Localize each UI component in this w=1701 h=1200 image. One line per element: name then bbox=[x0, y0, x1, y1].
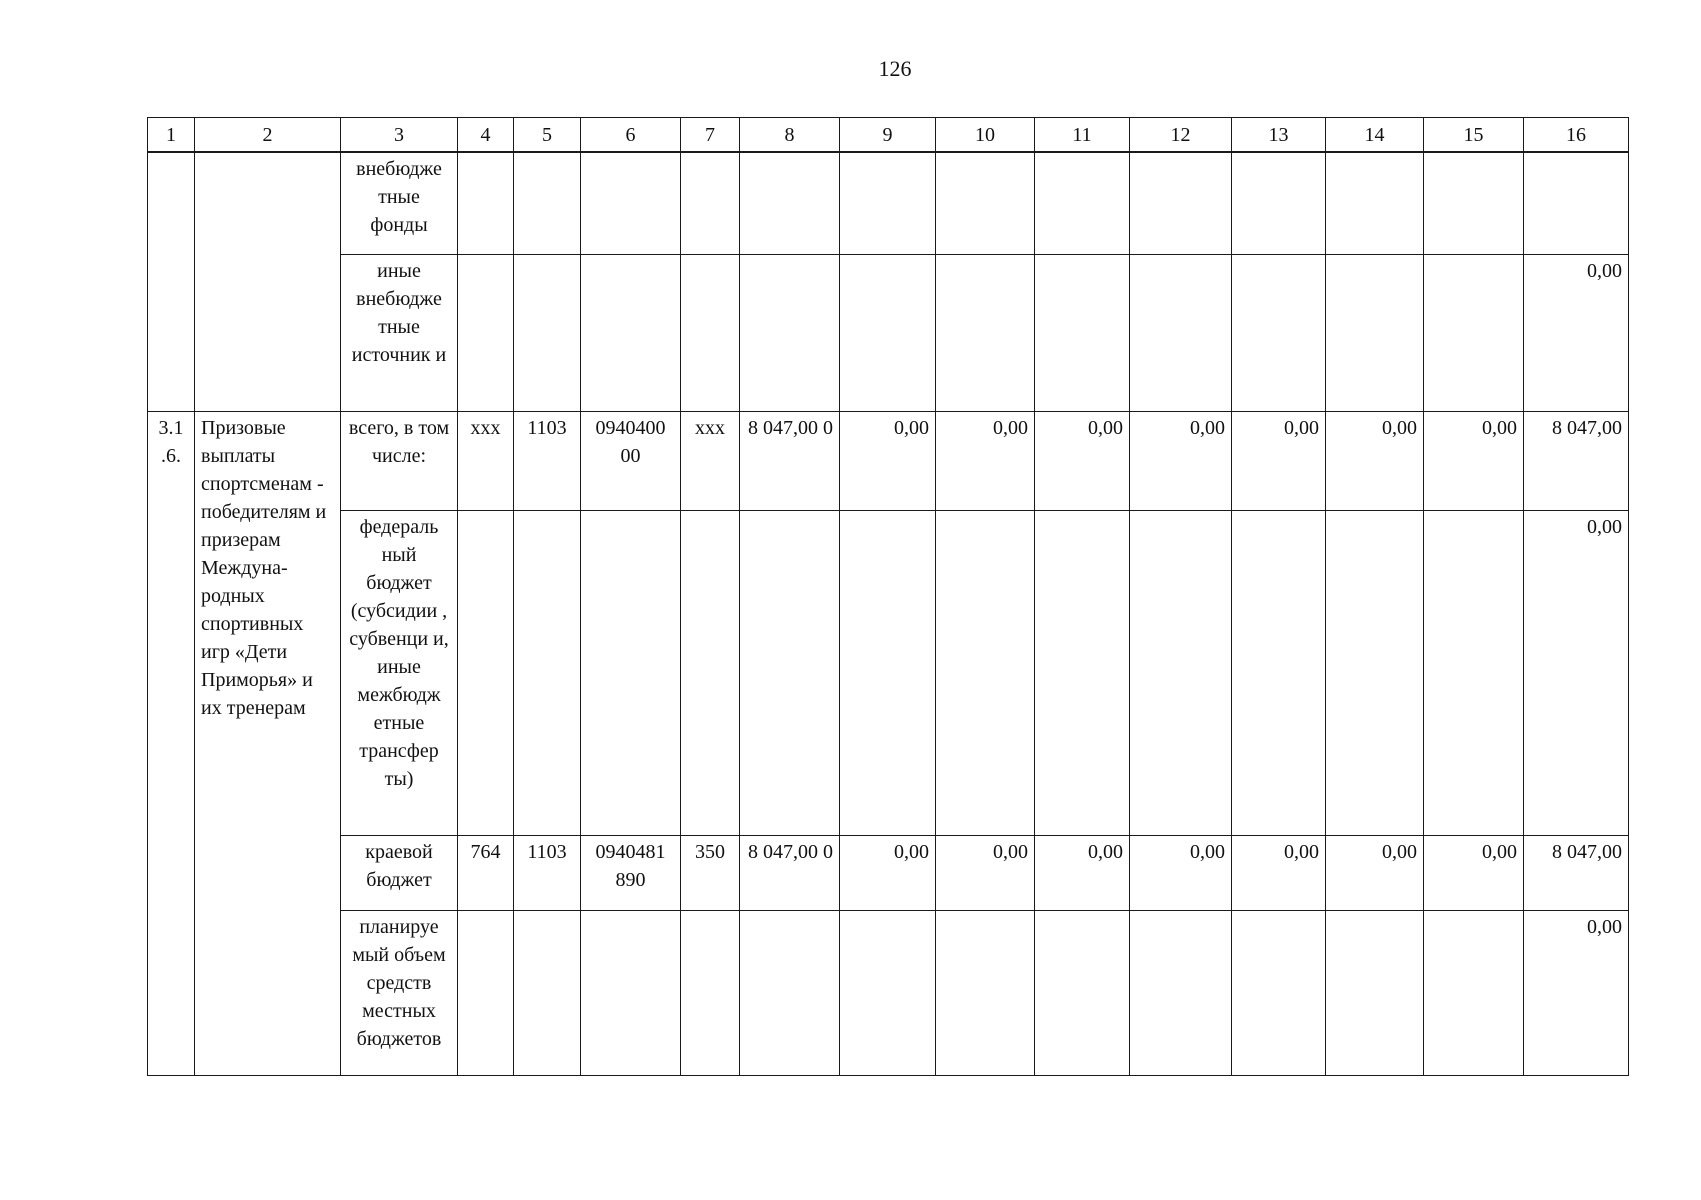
amount-cell: 0,00 bbox=[936, 412, 1035, 511]
column-header: 2 bbox=[195, 118, 341, 153]
code-cell: ххх bbox=[681, 412, 740, 511]
amount-cell: 0,00 bbox=[840, 836, 936, 911]
code-cell: 1103 bbox=[514, 836, 581, 911]
column-header: 7 bbox=[681, 118, 740, 153]
amount-cell: 0,00 bbox=[1035, 836, 1130, 911]
column-header: 14 bbox=[1326, 118, 1424, 153]
item-number-cell: 3.1 .6. bbox=[148, 412, 195, 1076]
table-row bbox=[148, 255, 1629, 412]
total-cell: 0,00 bbox=[1524, 255, 1629, 412]
amount-cell: 0,00 bbox=[1130, 412, 1232, 511]
code-cell: 1103 bbox=[514, 412, 581, 511]
total-cell: 0,00 bbox=[1524, 511, 1629, 836]
funding-source-cell: внебюдже тные фонды bbox=[341, 152, 458, 255]
code-cell: ххх bbox=[458, 412, 514, 511]
amount-cell: 0,00 bbox=[1326, 836, 1424, 911]
code-cell: 350 bbox=[681, 836, 740, 911]
budget-table bbox=[147, 117, 1629, 1076]
item-name-cell bbox=[195, 152, 341, 412]
funding-source-cell: всего, в том числе: bbox=[341, 412, 458, 511]
column-header: 5 bbox=[514, 118, 581, 153]
table-row bbox=[148, 511, 1629, 836]
column-header: 4 bbox=[458, 118, 514, 153]
funding-source-cell: федераль ный бюджет (субсидии , субвенци и, иные межбюдж етные трансфер ты) bbox=[341, 511, 458, 836]
total-cell: 8 047,00 bbox=[1524, 836, 1629, 911]
amount-cell: 8 047,00 0 bbox=[740, 412, 840, 511]
column-header: 9 bbox=[840, 118, 936, 153]
code-cell: 0940481 890 bbox=[581, 836, 681, 911]
column-header: 6 bbox=[581, 118, 681, 153]
table-row bbox=[148, 911, 1629, 1076]
column-number-header-row bbox=[148, 118, 1629, 153]
amount-cell: 0,00 bbox=[1424, 836, 1524, 911]
total-cell: 0,00 bbox=[1524, 911, 1629, 1076]
table-row bbox=[148, 836, 1629, 911]
amount-cell: 0,00 bbox=[1130, 836, 1232, 911]
funding-source-cell: краевой бюджет bbox=[341, 836, 458, 911]
table-row bbox=[148, 152, 1629, 255]
amount-cell: 8 047,00 0 bbox=[740, 836, 840, 911]
column-header: 11 bbox=[1035, 118, 1130, 153]
amount-cell: 0,00 bbox=[936, 836, 1035, 911]
column-header: 3 bbox=[341, 118, 458, 153]
amount-cell: 0,00 bbox=[1232, 412, 1326, 511]
column-header: 15 bbox=[1424, 118, 1524, 153]
item-name-cell: Призовые выплаты спортсменам - победителям и призерам Междуна-родных спортивных игр «Дети Приморья» и их тренерам bbox=[195, 412, 341, 1076]
code-cell: 764 bbox=[458, 836, 514, 911]
column-header: 8 bbox=[740, 118, 840, 153]
amount-cell: 0,00 bbox=[1035, 412, 1130, 511]
amount-cell: 0,00 bbox=[1326, 412, 1424, 511]
item-number-cell bbox=[148, 152, 195, 412]
amount-cell: 0,00 bbox=[1424, 412, 1524, 511]
column-header: 10 bbox=[936, 118, 1035, 153]
column-header: 12 bbox=[1130, 118, 1232, 153]
table-row bbox=[148, 412, 1629, 511]
amount-cell: 0,00 bbox=[840, 412, 936, 511]
amount-cell: 0,00 bbox=[1232, 836, 1326, 911]
funding-source-cell: иные внебюдже тные источник и bbox=[341, 255, 458, 412]
total-cell: 8 047,00 bbox=[1524, 412, 1629, 511]
column-header: 16 bbox=[1524, 118, 1629, 153]
page-number: 126 bbox=[878, 56, 912, 81]
funding-source-cell: планируе мый объем средств местных бюджетов bbox=[341, 911, 458, 1076]
column-header: 13 bbox=[1232, 118, 1326, 153]
column-header: 1 bbox=[148, 118, 195, 153]
code-cell: 0940400 00 bbox=[581, 412, 681, 511]
